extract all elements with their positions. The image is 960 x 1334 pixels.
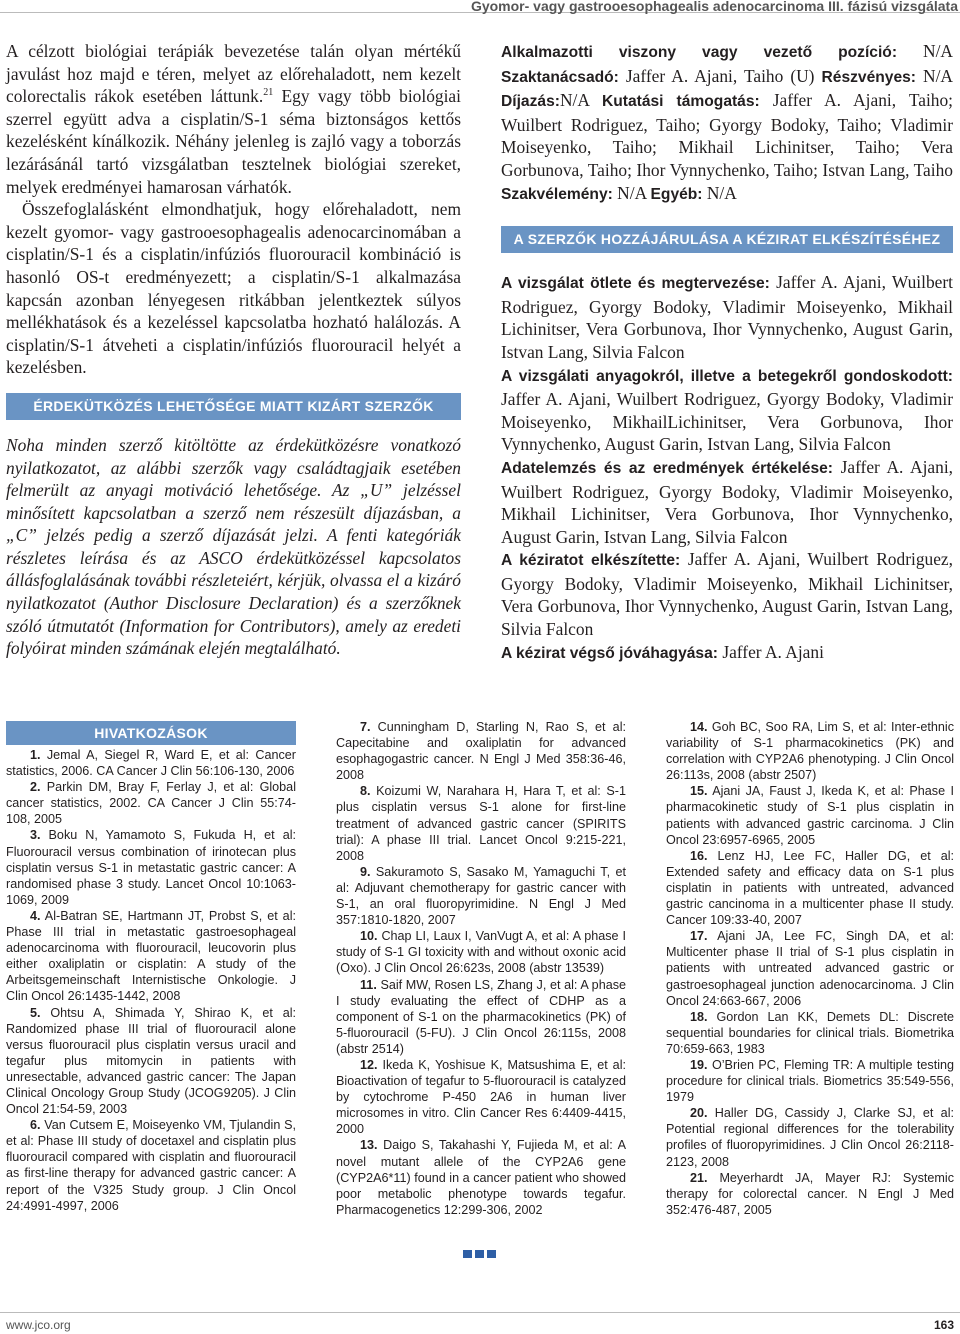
reference-item bbox=[336, 1057, 626, 1137]
reference-text: Cunningham D, Starling N, Rao S, et al: Capecitabine and oxaliplatin for advanced esophagogastric cancer. N Engl J Med 358:36-46, 2008 bbox=[336, 720, 626, 783]
paragraph-text: A célzott biológiai terápiák bevezetése talán olyan mértékű javulást hoz majd e téren, melyet az előrehaladott, nem kezelt colorectalis rákok esetében láttunk. bbox=[6, 41, 461, 107]
reference-number: 14. bbox=[690, 720, 708, 734]
reference-number: 13. bbox=[360, 1138, 378, 1153]
reference-item bbox=[666, 783, 954, 847]
reference-text: Goh BC, Soo RA, Lim S, et al: Inter-ethnic variability of S-1 pharmacokinetics (PK) and correlation with CYP2A6 phenotyping. J Clin Oncol 26:113s, 2008 (abstr 2507) bbox=[666, 720, 954, 783]
page-number: 163 bbox=[933, 1318, 954, 1332]
disclosure-value: Jaffer A. Ajani, Taiho (U) bbox=[618, 65, 822, 86]
reference-number: 19. bbox=[690, 1057, 708, 1072]
contribution-item bbox=[501, 271, 953, 363]
contribution-value: Jaffer A. Ajani, Wuilbert Rodriguez, Gyorgy Bodoky, Vladimir Moiseyenko, Mikhail Lichinitser, Vera Gorbunova, Ihor Vynnychenko, August Garin, Istvan Lang, Silvia Falcon bbox=[501, 272, 953, 362]
reference-item bbox=[6, 747, 296, 779]
reference-number: 3. bbox=[30, 828, 41, 843]
contribution-label: A kéziratot elkészítette: bbox=[501, 552, 681, 570]
end-ornament-icon bbox=[463, 1250, 497, 1260]
reference-text: O’Brien PC, Fleming TR: A multiple testing procedure for clinical trials. Biometrics 35:549-556, 1979 bbox=[666, 1057, 954, 1105]
reference-text: Gordon Lan KK, Demets DL: Discrete sequential boundaries for clinical trials. Biometrika 70:659-663, 1983 bbox=[666, 1009, 954, 1056]
reference-item bbox=[336, 928, 626, 976]
reference-item bbox=[666, 1009, 954, 1057]
contribution-item bbox=[501, 641, 953, 666]
disclosure-label: Díjazás: bbox=[501, 93, 560, 111]
disclosure-value: N/A bbox=[897, 41, 953, 61]
reference-number: 5. bbox=[30, 1005, 41, 1020]
footer-divider bbox=[0, 1312, 960, 1313]
contribution-item bbox=[501, 364, 953, 456]
reference-item bbox=[666, 848, 954, 928]
reference-number: 17. bbox=[690, 929, 708, 944]
references-column-2 bbox=[336, 719, 626, 1218]
reference-text: Ajani JA, Faust J, Ikeda K, et al: Phase I pharmacokinetic study of S-1 plus cisplatin in patients with advanced gastric carcinoma. J Clin Oncol 23:6957-6965, 2005 bbox=[666, 784, 954, 847]
contribution-item bbox=[501, 548, 953, 640]
right-column bbox=[501, 40, 953, 665]
contribution-value: Jaffer A. Ajani, Wuilbert Rodriguez, Gyorgy Bodoky, Vladimir Moiseyenko, MikhailLichinitser, Vera Gorbunova, Ihor Vynnychenko, August Garin, Istvan Lang, Silvia Falcon bbox=[501, 389, 953, 455]
reference-number: 2. bbox=[30, 780, 41, 795]
reference-text: Ohtsu A, Shimada Y, Shirao K, et al: Randomized phase III trial of fluorouracil alone versus fluorouracil plus cisplatin versus uracil and tegafur plus mitomycin in patients with unresectable, advanced gastric cancer: The Japan Clinical Oncology Group Study (JCOG9205). J Clin Oncol 21:54-59, 2003 bbox=[6, 1005, 296, 1117]
reference-text: Boku N, Yamamoto S, Fukuda H, et al: Fluorouracil versus combination of irinotecan plus cisplatin versus S-1 in metastatic gastric cancer: A randomised phase 3 study. Lancet Oncol 10:1063-1069, 2009 bbox=[6, 828, 296, 907]
references-column-1 bbox=[6, 721, 296, 1214]
reference-number: 16. bbox=[690, 848, 708, 863]
reference-number: 7. bbox=[360, 720, 371, 734]
reference-item bbox=[6, 1005, 296, 1118]
disclosure-label: Szakvélemény: bbox=[501, 185, 613, 203]
disclosure-label: Kutatási támogatás: bbox=[601, 93, 760, 111]
contribution-label: Adatelemzés és az eredmények értékelése: bbox=[501, 459, 833, 477]
reference-text: Meyerhardt JA, Mayer RJ: Systemic therapy for colorectal cancer. N Engl J Med 352:476-487, 2005 bbox=[666, 1170, 954, 1217]
reference-item bbox=[666, 1105, 954, 1169]
disclosure-value: N/A bbox=[916, 65, 953, 86]
left-column bbox=[6, 40, 461, 660]
reference-number: 6. bbox=[30, 1118, 41, 1133]
disclosure-label: Részvényes: bbox=[821, 68, 916, 86]
contribution-value: Jaffer A. Ajani bbox=[717, 641, 824, 662]
coi-text: Noha minden szerző kitöltötte az érdekütközésre vonatkozó nyilatkozatot, az alábbi szerzők vagy családtagjaik esetében felmerült az anyagi motiváció lehetősége. Az „U” jelzéssel minősített kapcsolatban a szerző nem részesült díjazásban, a „C” jelzés pedig a szerző díjazását jelzi. A fenti kategóriák részletes leírása és az ASCO érdekütközéssel kapcsolatos állásfoglalásának további részleteiért, kérjük, olvassa el a kizáró nyilatkozatot (Author Disclosure Declaration) és a szerzőknek szóló útmutatót (Information for Contributors), amely az eredeti folyóirat minden számának elején megtalálható. bbox=[6, 434, 461, 659]
contribution-label: A vizsgálati anyagokról, illetve a betegekről gondoskodott: bbox=[501, 367, 953, 385]
reference-text: Haller DG, Cassidy J, Clarke SJ, et al: Potential regional differences for the tolerability profiles of fluoropyrimidines. J Clin Oncol 26:2118-2123, 2008 bbox=[666, 1106, 954, 1169]
reference-number: 9. bbox=[360, 864, 371, 879]
citation-superscript: 21 bbox=[263, 87, 274, 99]
disclosure-value: Jaffer A. Ajani, Taiho; Wuilbert Rodriguez, Taiho; Gyorgy Bodoky, Taiho; Vladimir Moiseyenko, Taiho; Mikhail Lichinitser, Taiho; Vera Gorbunova, Taiho; Ihor Vynnychenko, Taiho; Istvan Lang, Taiho bbox=[501, 90, 954, 180]
reference-text: Ikeda K, Yoshisue K, Matsushima E, et al: Bioactivation of tegafur to 5-fluorouracil is catalyzed by cytochrome P-450 2A6 in human liver microsomes in vitro. Clin Cancer Res 6:4409-4415, 2000 bbox=[336, 1057, 626, 1137]
reference-number: 8. bbox=[360, 784, 371, 799]
contribution-value: Jaffer A. Ajani, Wuilbert Rodriguez, Gyorgy Bodoky, Vladimir Moiseyenko, Mikhail Lichinitser, Vera Gorbunova, Ihor Vynnychenko, August Garin, Istvan Lang, Silvia Falcon bbox=[501, 456, 953, 547]
reference-number: 12. bbox=[360, 1057, 378, 1072]
contribution-label: A vizsgálat ötlete és megtervezése: bbox=[501, 275, 770, 293]
reference-number: 18. bbox=[690, 1009, 708, 1024]
reference-item bbox=[6, 827, 296, 907]
reference-item bbox=[6, 779, 296, 827]
disclosure-value: N/A bbox=[559, 90, 602, 111]
disclosure-value: N/A bbox=[612, 182, 651, 203]
body-paragraph-1 bbox=[6, 40, 461, 198]
reference-item bbox=[336, 1137, 626, 1217]
reference-text: Ajani JA, Lee FC, Singh DA, et al: Multicenter phase II trial of S-1 plus cisplatin in patients with untreated advanced gastric or gastroesophageal junction adenocarcinoma. J Clin Oncol 24:663-667, 2006 bbox=[666, 929, 954, 1008]
disclosure-paragraph bbox=[501, 40, 953, 206]
reference-item bbox=[666, 719, 954, 783]
coi-heading: ÉRDEKÜTKÖZÉS LEHETŐSÉGE MIATT KIZÁRT SZERZŐK bbox=[6, 393, 461, 420]
ornament-square bbox=[475, 1250, 484, 1258]
contribution-value: Jaffer A. Ajani, Wuilbert Rodriguez, Gyorgy Bodoky, Vladimir Moiseyenko, Mikhail Lichinitser, Vera Gorbunova, Ihor Vynnychenko, August Garin, Istvan Lang, Silvia Falcon bbox=[501, 549, 954, 640]
reference-text: Saif MW, Rosen LS, Zhang J, et al: A phase I study evaluating the effect of CDHP as a component of S-1 on the pharmacokinetics (PK) of 5-fluorouracil (5-FU). J Clin Oncol 26:115s, 2008 (abstr 2514) bbox=[336, 977, 626, 1056]
reference-text: Jemal A, Siegel R, Ward E, et al: Cancer statistics, 2006. CA Cancer J Clin 56:106-130, 2006 bbox=[6, 748, 296, 779]
reference-item bbox=[6, 1117, 296, 1214]
reference-text: Daigo S, Takahashi Y, Fujieda M, et al: A novel mutant allele of the CYP2A6 gene (CYP2A6*11) found in a cancer patient who showed poor metabolic phenotype towards tegafur. Pharmacogenetics 12:299-306, 2002 bbox=[336, 1138, 626, 1217]
contribution-label: A kézirat végső jóváhagyása: bbox=[501, 644, 718, 662]
reference-number: 11. bbox=[360, 977, 377, 992]
body-paragraph-2: Összefoglalásként elmondhatjuk, hogy előrehaladott, nem kezelt gyomor- vagy gastrooesophagealis adenocarcinomában a cisplatin/S-1 és a cisplatin/infúziós fluorouracil kombináció is hasonló OS-t eredményezett; a cisplatin/S-1 alkalmazása kapcsán azonban lényegesen ritkábban jelentkeztek súlyos mellékhatások és a kezeléssel kapcsolatba hozható halálozás. A cisplatin/S-1 átveheti a cisplatin/infúziós fluorouracil helyét a kezelésben. bbox=[6, 199, 461, 378]
reference-text: Sakuramoto S, Sasako M, Yamaguchi T, et al: Adjuvant chemotherapy for gastric cancer with S-1, an oral fluoropyrimidine. N Engl J Med 357:1810-1820, 2007 bbox=[336, 864, 626, 928]
reference-item bbox=[336, 719, 626, 783]
reference-text: Lenz HJ, Lee FC, Haller DG, et al: Extended safety and efficacy data on S-1 plus cisplatin in patients with untreated, advanced gastric cancinoma in a multicenter phase II study. Cancer 109:33-40, 2007 bbox=[666, 848, 954, 928]
reference-text: Chap LI, Laux I, VanVugt A, et al: A phase I study of S-1 GI toxicity with and without oxonic acid (Oxo). J Clin Oncol 26:623s, 2008 (abstr 13539) bbox=[336, 929, 626, 976]
reference-number: 1. bbox=[30, 748, 41, 762]
reference-item bbox=[666, 1170, 954, 1218]
reference-number: 20. bbox=[690, 1106, 708, 1121]
reference-item bbox=[336, 783, 626, 863]
running-head: Gyomor- vagy gastrooesophagealis adenocarcinoma III. fázisú vizsgálata bbox=[0, 0, 960, 13]
reference-item bbox=[336, 864, 626, 928]
reference-number: 21. bbox=[690, 1170, 708, 1185]
paragraph-text: Egy vagy több biológiai szerrel együtt adva a cisplatin/S-1 séma biztonságos kettős kezelésként kínálkozik. Néhány jelenleg is zajló vagy a toborzás lezárásánál tartó vizsgálatban tesztelnek biológiai szereket, melyek eredményei hamarosan várhatók. bbox=[6, 86, 461, 197]
reference-text: Al-Batran SE, Hartmann JT, Probst S, et al: Phase III trial in metastatic gastroesophageal adenocarcinoma with fluorouracil, leucovorin plus either oxaliplatin or cisplatin: A study of the Arbeitsgemeinschaft Internistische Onkologie. J Clin Oncol 26:1435-1442, 2008 bbox=[6, 908, 296, 1004]
references-column-3 bbox=[666, 719, 954, 1218]
footer-url: www.jco.org bbox=[6, 1318, 71, 1332]
contribution-item bbox=[501, 456, 953, 548]
reference-number: 10. bbox=[360, 929, 378, 944]
disclosure-label: Szaktanácsadó: bbox=[501, 68, 619, 86]
reference-item bbox=[336, 977, 626, 1057]
reference-item bbox=[666, 928, 954, 1008]
reference-item bbox=[666, 1057, 954, 1105]
ornament-square bbox=[487, 1250, 496, 1258]
disclosure-label: Egyéb: bbox=[650, 185, 703, 203]
reference-number: 15. bbox=[690, 784, 708, 799]
disclosure-label: Alkalmazotti viszony vagy vezető pozíció: bbox=[501, 44, 898, 61]
ornament-square bbox=[463, 1250, 472, 1258]
reference-text: Parkin DM, Bray F, Ferlay J, et al: Global cancer statistics, 2002. CA Cancer J Clin 55:74-108, 2005 bbox=[6, 780, 296, 827]
contributions-heading: A SZERZŐK HOZZÁJÁRULÁSA A KÉZIRAT ELKÉSZÍTÉSÉHEZ bbox=[501, 226, 953, 253]
reference-text: Van Cutsem E, Moiseyenko VM, Tjulandin S, et al: Phase III study of docetaxel and cisplatin plus fluorouracil compared with cisplatin and fluorouracil as first-line therapy for advanced gastric cancer: A report of the V325 Study group. J Clin Oncol 24:4991-4997, 2006 bbox=[6, 1118, 296, 1213]
references-heading: HIVATKOZÁSOK bbox=[6, 721, 296, 745]
reference-number: 4. bbox=[30, 908, 41, 923]
reference-item bbox=[6, 908, 296, 1005]
reference-text: Koizumi W, Narahara H, Hara T, et al: S-1 plus cisplatin versus S-1 alone for first-line treatment of advanced gastric cancer (SPIRITS trial): A phase III trial. Lancet Oncol 9:215-221, 2008 bbox=[336, 784, 626, 863]
disclosure-value: N/A bbox=[702, 182, 737, 203]
